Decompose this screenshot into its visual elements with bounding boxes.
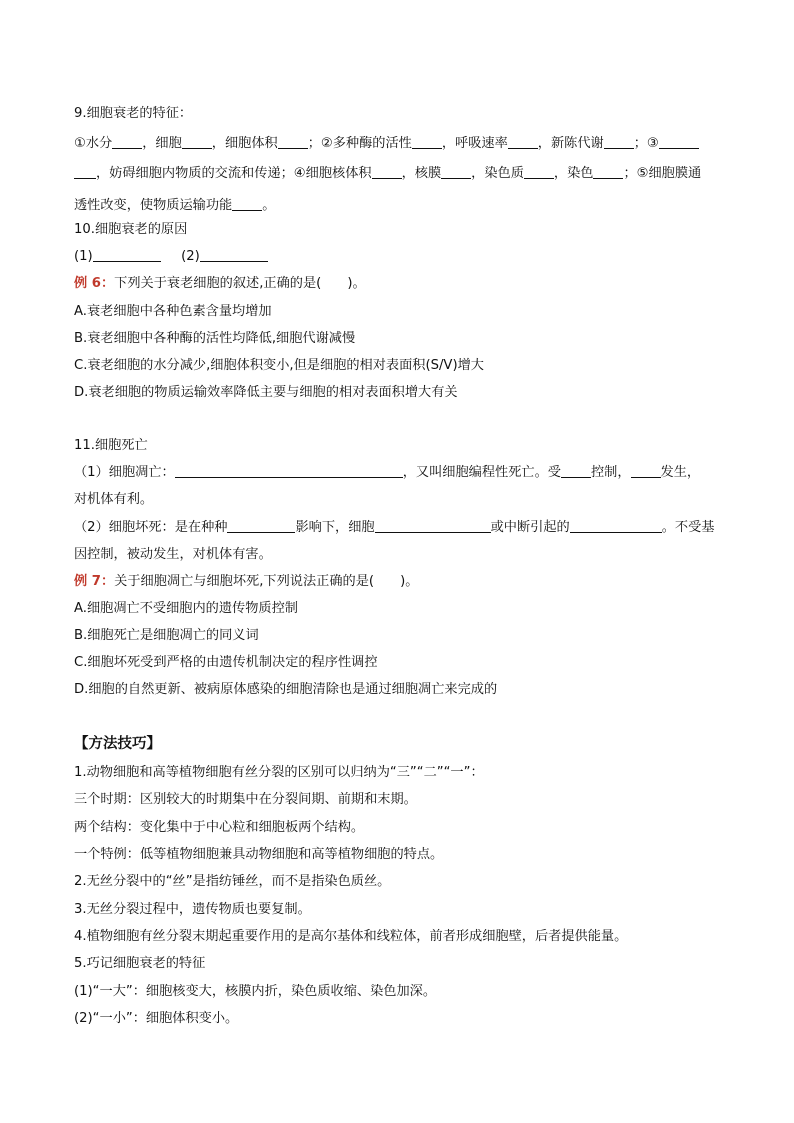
fill-blank[interactable] [232,196,262,211]
fill-blank[interactable] [112,134,142,149]
example6-option-a: A.衰老细胞中各种色素含量均增加 [74,304,272,319]
section9-title: 9.细胞衰老的特征： [74,106,193,121]
fill-blank[interactable] [508,134,538,149]
methods-line: (1)“一大”：细胞核变大，核膜内折，染色质收缩、染色加深。 [74,984,437,999]
methods-heading: 【方法技巧】 [74,736,161,752]
fill-blank[interactable] [200,247,268,262]
section9-line2: ，妨碍细胞内物质的交流和传递；④细胞核体积 ，核膜 ，染色质 ，染色 ；⑤细胞膜通 [74,164,701,184]
section10-items: (1) (2) [74,247,268,267]
fill-blank[interactable] [604,134,634,149]
example7-option-d: D.细胞的自然更新、被病原体感染的细胞清除也是通过细胞凋亡来完成的 [74,682,498,697]
fill-blank[interactable] [372,164,402,179]
section9-line3: 透性改变，使物质运输功能 。 [74,198,276,213]
methods-line: 三个时期：区别较大的时期集中在分裂间期、前期和末期。 [74,792,417,807]
example-label: 例 7： [74,574,115,589]
fill-blank[interactable] [74,164,96,179]
fill-blank[interactable] [175,463,403,478]
fill-blank[interactable] [593,164,623,179]
methods-line: 两个结构：变化集中于中心粒和细胞板两个结构。 [74,820,365,835]
example6-option-c: C.衰老细胞的水分减少,细胞体积变小,但是细胞的相对表面积(S/V)增大 [74,358,484,373]
section11-title: 11.细胞死亡 [74,438,148,453]
example7-option-a: A.细胞凋亡不受细胞内的遗传物质控制 [74,601,298,616]
example7-stem: 例 7：关于细胞凋亡与细胞坏死,下列说法正确的是( )。 [74,574,419,589]
section9-line1: ①水分 ，细胞 ，细胞体积 ；②多种酶的活性 ，呼吸速率 ，新陈代谢 ；③ [74,134,699,154]
fill-blank[interactable] [570,518,662,533]
methods-line: 3.无丝分裂过程中，遗传物质也要复制。 [74,902,311,917]
fill-blank[interactable] [93,247,161,262]
fill-blank[interactable] [659,134,699,149]
methods-line: (2)“一小”：细胞体积变小。 [74,1011,239,1026]
example6-stem: 例 6：下列关于衰老细胞的叙述,正确的是( )。 [74,276,366,291]
methods-line: 1.动物细胞和高等植物细胞有丝分裂的区别可以归纳为“三”“二”“一”： [74,765,484,780]
fill-blank[interactable] [441,164,471,179]
fill-blank[interactable] [524,164,554,179]
fill-blank[interactable] [278,134,308,149]
example6-option-d: D.衰老细胞的物质运输效率降低主要与细胞的相对表面积增大有关 [74,385,458,400]
necrosis-line: （2）细胞坏死：是在种种 影响下，细胞 或中断引起的 。不受基 [74,520,715,535]
methods-line: 5.巧记细胞衰老的特征 [74,956,206,971]
fill-blank[interactable] [412,134,442,149]
fill-blank[interactable] [227,518,295,533]
fill-blank[interactable] [182,134,212,149]
methods-line: 2.无丝分裂中的“丝”是指纺锤丝，而不是指染色质丝。 [74,874,391,889]
apoptosis-line-cont: 对机体有利。 [74,492,154,507]
necrosis-line-cont: 因控制，被动发生，对机体有害。 [74,547,272,562]
apoptosis-line: （1）细胞凋亡： ，又叫细胞编程性死亡。受 控制， 发生， [74,465,701,480]
methods-line: 一个特例：低等植物细胞兼具动物细胞和高等植物细胞的特点。 [74,847,444,862]
example-label: 例 6： [74,276,115,291]
fill-blank[interactable] [561,463,591,478]
example6-option-b: B.衰老细胞中各种酶的活性均降低,细胞代谢减慢 [74,331,356,346]
example7-option-c: C.细胞坏死受到严格的由遗传机制决定的程序性调控 [74,655,378,670]
section10-title: 10.细胞衰老的原因 [74,222,188,237]
methods-line: 4.植物细胞有丝分裂末期起重要作用的是高尔基体和线粒体，前者形成细胞壁，后者提供能量。 [74,929,628,944]
fill-blank[interactable] [631,463,661,478]
fill-blank[interactable] [375,518,491,533]
example7-option-b: B.细胞死亡是细胞凋亡的同义词 [74,628,259,643]
